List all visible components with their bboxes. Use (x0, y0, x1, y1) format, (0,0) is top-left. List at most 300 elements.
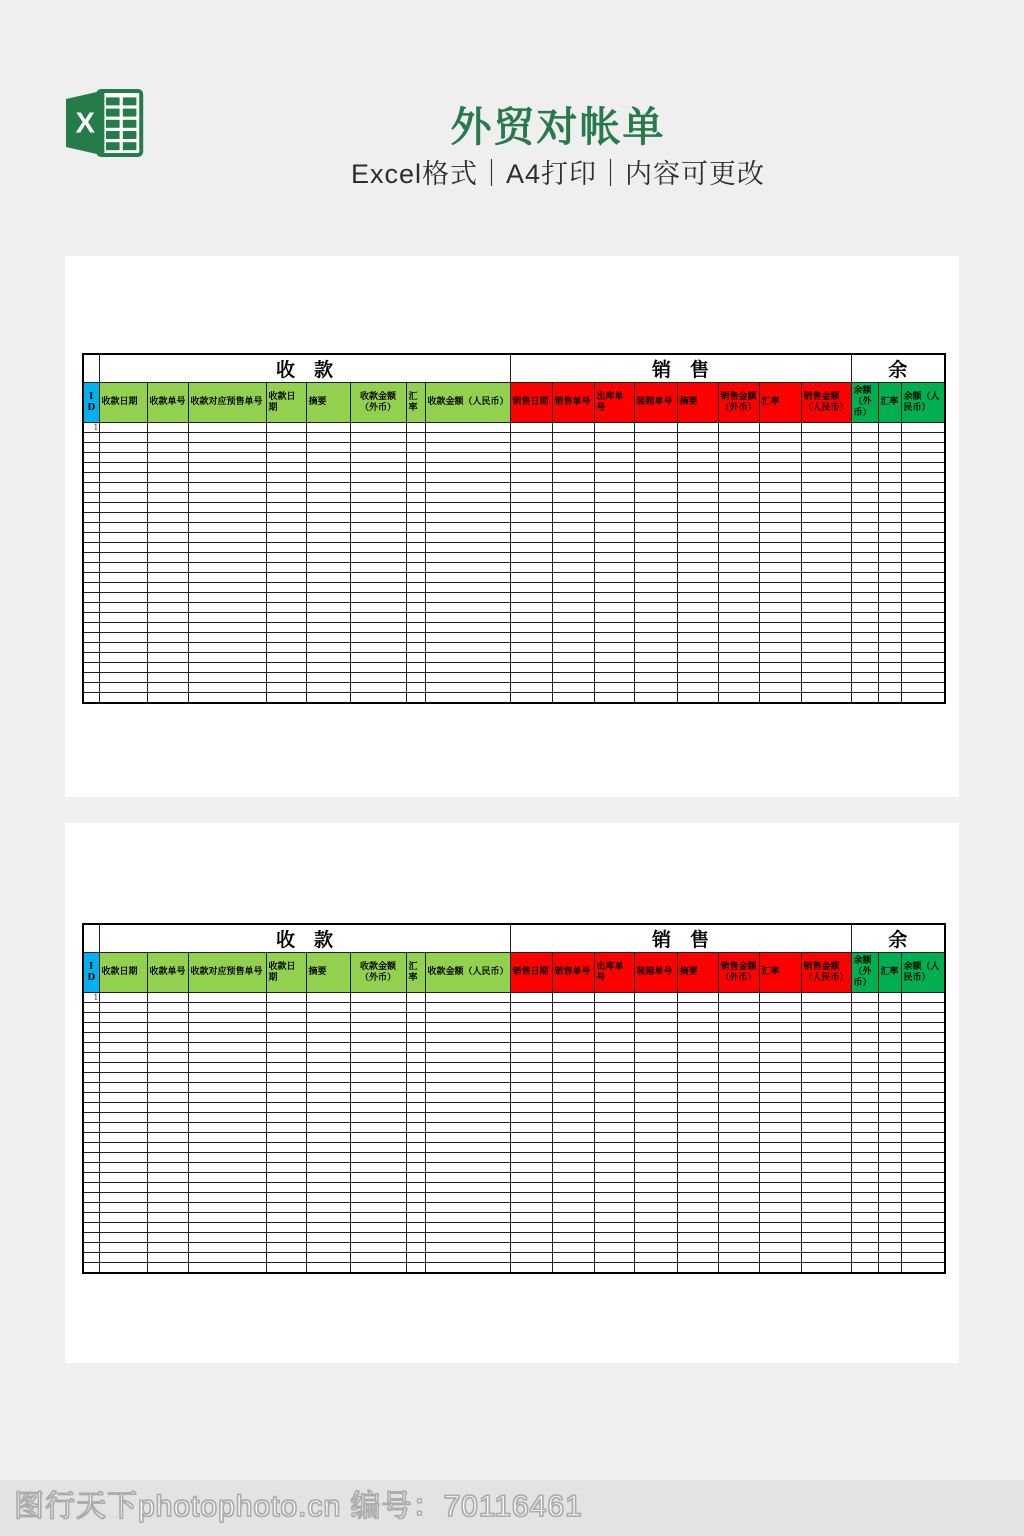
table-cell (510, 453, 552, 463)
table-cell (677, 643, 718, 653)
table-cell (266, 633, 306, 643)
table-cell (901, 683, 945, 693)
table-cell (188, 453, 266, 463)
table-cell (406, 523, 425, 533)
column-header-cell: 装箱单号 (634, 953, 677, 993)
table-row (83, 1093, 945, 1103)
table-cell (188, 1063, 266, 1073)
column-header-cell: 销售单号 (552, 383, 594, 423)
column-header-cell: 摘要 (677, 953, 718, 993)
table-cell (677, 593, 718, 603)
table-cell (718, 1233, 759, 1243)
table-cell (759, 1083, 801, 1093)
table-row (83, 543, 945, 553)
table-cell (718, 583, 759, 593)
table-cell (718, 1103, 759, 1113)
table-cell (510, 443, 552, 453)
table-cell (425, 633, 510, 643)
table-cell (147, 633, 188, 643)
table-cell (406, 593, 425, 603)
table-cell (406, 1053, 425, 1063)
table-cell (594, 1033, 634, 1043)
column-header-cell: 销售金额（外币） (718, 953, 759, 993)
table-cell (718, 1183, 759, 1193)
table-cell (677, 1183, 718, 1193)
table-cell (510, 1023, 552, 1033)
table-cell (406, 993, 425, 1003)
table-cell (266, 593, 306, 603)
table-cell (594, 1203, 634, 1213)
table-cell (677, 683, 718, 693)
table-cell (83, 653, 99, 663)
table-cell (83, 1053, 99, 1063)
table-cell (510, 593, 552, 603)
table-row (83, 633, 945, 643)
table-cell (901, 1233, 945, 1243)
table-cell (851, 1143, 878, 1153)
table-cell (552, 1023, 594, 1033)
table-cell (425, 1133, 510, 1143)
table-cell (510, 583, 552, 593)
column-header-cell: ID (83, 383, 99, 423)
table-cell (266, 623, 306, 633)
table-cell (901, 1013, 945, 1023)
column-header-cell: 销售单号 (552, 953, 594, 993)
table-cell (851, 673, 878, 683)
table-cell (878, 643, 901, 653)
table-cell (350, 493, 406, 503)
table-cell (634, 1233, 677, 1243)
table-cell (425, 1103, 510, 1113)
table-cell (83, 493, 99, 503)
table-cell (406, 463, 425, 473)
table-cell (552, 433, 594, 443)
table-cell (188, 1123, 266, 1133)
table-cell (552, 1093, 594, 1103)
table-cell (634, 463, 677, 473)
table-cell (851, 553, 878, 563)
table-cell (147, 1093, 188, 1103)
table-cell (634, 1043, 677, 1053)
table-cell (634, 1223, 677, 1233)
table-cell (878, 623, 901, 633)
table-cell (510, 533, 552, 543)
table-cell (901, 1263, 945, 1274)
table-cell (677, 533, 718, 543)
table-cell (99, 1263, 147, 1274)
table-cell (718, 503, 759, 513)
table-row (83, 463, 945, 473)
table-cell (83, 1003, 99, 1013)
table-cell (901, 1073, 945, 1083)
table-cell (634, 633, 677, 643)
table-cell (266, 1133, 306, 1143)
table-cell (677, 1043, 718, 1053)
table-cell (188, 533, 266, 543)
table-cell (594, 673, 634, 683)
table-cell (634, 1133, 677, 1143)
table-row (83, 1223, 945, 1233)
table-cell (594, 573, 634, 583)
table-cell (878, 563, 901, 573)
table-cell (759, 443, 801, 453)
table-cell (425, 663, 510, 673)
table-cell (634, 1163, 677, 1173)
table-cell (634, 1123, 677, 1133)
table-cell (759, 1123, 801, 1133)
table-cell (634, 433, 677, 443)
table-cell (99, 1233, 147, 1243)
table-cell (83, 623, 99, 633)
table-cell (99, 1063, 147, 1073)
table-cell (801, 533, 851, 543)
table-cell (759, 453, 801, 463)
table-cell (510, 1043, 552, 1053)
table-cell (99, 1193, 147, 1203)
table-cell (801, 1103, 851, 1113)
table-cell (851, 1123, 878, 1133)
table-cell (306, 1103, 350, 1113)
table-cell (510, 643, 552, 653)
table-cell (801, 553, 851, 563)
table-row (83, 653, 945, 663)
table-cell (801, 1083, 851, 1093)
table-cell (99, 1253, 147, 1263)
table-cell (901, 1203, 945, 1213)
table-cell (83, 513, 99, 523)
table-cell (266, 583, 306, 593)
table-cell (851, 643, 878, 653)
table-cell (83, 673, 99, 683)
table-cell (147, 513, 188, 523)
table-cell (718, 1083, 759, 1093)
table-cell (901, 433, 945, 443)
table-cell (510, 1143, 552, 1153)
table-cell (634, 653, 677, 663)
table-cell (878, 1063, 901, 1073)
table-cell (634, 993, 677, 1003)
table-row (83, 493, 945, 503)
table-cell (83, 523, 99, 533)
table-cell (718, 993, 759, 1003)
table-cell (425, 1243, 510, 1253)
table-cell (83, 483, 99, 493)
table-cell (306, 1253, 350, 1263)
section-header-receipt: 收 款 (99, 354, 510, 383)
table-cell (306, 1053, 350, 1063)
table-cell (425, 1223, 510, 1233)
table-cell (878, 1183, 901, 1193)
table-cell (878, 1163, 901, 1173)
table-cell (266, 643, 306, 653)
reconciliation-table (82, 923, 946, 1274)
table-cell (83, 1023, 99, 1033)
table-cell (147, 1173, 188, 1183)
table-cell (147, 1183, 188, 1193)
table-cell (901, 523, 945, 533)
column-header-cell: 销售金额（人民币） (801, 953, 851, 993)
table-cell (188, 1093, 266, 1103)
table-cell (425, 1183, 510, 1193)
table-cell (759, 463, 801, 473)
table-cell (718, 613, 759, 623)
table-cell (147, 1133, 188, 1143)
table-row (83, 1133, 945, 1143)
table-cell (406, 503, 425, 513)
table-cell (266, 423, 306, 433)
table-cell (878, 1093, 901, 1103)
table-cell (594, 553, 634, 563)
table-cell (634, 1213, 677, 1223)
table-cell (350, 673, 406, 683)
table-cell (99, 1183, 147, 1193)
table-cell (147, 1163, 188, 1173)
table-cell (801, 1093, 851, 1103)
table-cell (901, 673, 945, 683)
table-cell (801, 1183, 851, 1193)
table-cell (350, 513, 406, 523)
table-cell (801, 1243, 851, 1253)
table-cell (188, 623, 266, 633)
table-cell (718, 563, 759, 573)
table-row (83, 1043, 945, 1053)
table-cell (851, 1093, 878, 1103)
table-cell (718, 693, 759, 704)
table-cell (718, 573, 759, 583)
table-cell (878, 613, 901, 623)
table-cell (406, 1143, 425, 1153)
table-cell (851, 1043, 878, 1053)
column-header-cell: 收款对应预售单号 (188, 953, 266, 993)
table-row (83, 513, 945, 523)
table-cell (266, 613, 306, 623)
table-cell (306, 1263, 350, 1274)
table-cell (266, 1123, 306, 1133)
page-title: 外贸对帐单 (450, 104, 666, 150)
table-cell (406, 653, 425, 663)
table-row (83, 1003, 945, 1013)
table-cell (147, 1203, 188, 1213)
table-cell (188, 1263, 266, 1274)
table-cell (306, 1153, 350, 1163)
table-cell (552, 1113, 594, 1123)
table-cell (306, 1123, 350, 1133)
table-cell (901, 453, 945, 463)
table-cell (718, 543, 759, 553)
table-cell (552, 1033, 594, 1043)
table-cell (801, 643, 851, 653)
table-cell (510, 653, 552, 663)
table-cell (83, 1073, 99, 1083)
table-cell (718, 463, 759, 473)
table-cell (718, 453, 759, 463)
table-cell (406, 1073, 425, 1083)
table-cell (677, 543, 718, 553)
table-cell (801, 443, 851, 453)
table-cell (878, 993, 901, 1003)
table-cell (406, 1203, 425, 1213)
column-header-cell: 汇率 (878, 383, 901, 423)
table-cell (350, 1033, 406, 1043)
table-cell (188, 423, 266, 433)
table-cell (350, 633, 406, 643)
table-cell (759, 1023, 801, 1033)
table-cell (801, 593, 851, 603)
table-cell (188, 1013, 266, 1023)
table-cell (147, 443, 188, 453)
table-cell (425, 1203, 510, 1213)
table-cell (266, 1153, 306, 1163)
table-cell (759, 1263, 801, 1274)
table-cell (188, 603, 266, 613)
table-cell (718, 1063, 759, 1073)
table-cell (718, 683, 759, 693)
table-cell (306, 523, 350, 533)
table-cell (350, 503, 406, 513)
table-cell (266, 693, 306, 704)
column-header-cell: 摘要 (677, 383, 718, 423)
table-cell (350, 1233, 406, 1243)
table-cell (147, 1043, 188, 1053)
table-cell (901, 493, 945, 503)
column-header-cell: 收款金额（外币） (350, 383, 406, 423)
table-cell (406, 483, 425, 493)
table-cell (552, 683, 594, 693)
table-cell (406, 673, 425, 683)
table-cell (147, 1033, 188, 1043)
table-cell (677, 473, 718, 483)
table-cell (634, 693, 677, 704)
column-header-cell: 汇率 (759, 953, 801, 993)
table-cell (851, 433, 878, 443)
table-cell (406, 1083, 425, 1093)
table-cell (99, 1213, 147, 1223)
table-cell (851, 493, 878, 503)
table-cell (188, 993, 266, 1003)
table-cell (718, 1023, 759, 1033)
table-cell (878, 1223, 901, 1233)
table-cell (801, 1033, 851, 1043)
table-cell (510, 693, 552, 704)
table-cell (594, 623, 634, 633)
table-cell (266, 1073, 306, 1083)
table-cell (759, 513, 801, 523)
table-cell (306, 1023, 350, 1033)
table-cell (677, 1173, 718, 1183)
table-cell (266, 1163, 306, 1173)
table-cell (552, 1013, 594, 1023)
table-cell (594, 633, 634, 643)
table-cell (510, 553, 552, 563)
table-cell (425, 683, 510, 693)
table-cell (510, 1233, 552, 1243)
table-cell (425, 593, 510, 603)
table-cell (801, 1013, 851, 1023)
table-cell (878, 1243, 901, 1253)
table-cell (425, 643, 510, 653)
table-cell (147, 603, 188, 613)
table-cell (266, 503, 306, 513)
table-cell (510, 1253, 552, 1263)
table-cell (878, 1083, 901, 1093)
column-header-cell: ID (83, 953, 99, 993)
table-cell (425, 433, 510, 443)
table-cell (878, 583, 901, 593)
table-cell (851, 543, 878, 553)
table-cell (901, 1093, 945, 1103)
table-cell (266, 1223, 306, 1233)
table-cell (801, 613, 851, 623)
table-cell (759, 653, 801, 663)
table-cell (188, 1223, 266, 1233)
table-cell (851, 583, 878, 593)
table-cell (99, 993, 147, 1003)
table-cell (878, 1173, 901, 1183)
table-cell (425, 993, 510, 1003)
table-cell (594, 1173, 634, 1183)
table-cell (188, 463, 266, 473)
table-cell (350, 563, 406, 573)
table-cell (677, 443, 718, 453)
table-cell (350, 1183, 406, 1193)
table-cell (266, 653, 306, 663)
table-cell (83, 543, 99, 553)
table-cell (878, 573, 901, 583)
table-row (83, 1173, 945, 1183)
table-cell (406, 1193, 425, 1203)
table-cell (510, 1173, 552, 1183)
table-cell (306, 1043, 350, 1053)
table-cell (83, 683, 99, 693)
table-cell (594, 1043, 634, 1053)
table-cell (83, 1253, 99, 1263)
table-cell (350, 653, 406, 663)
table-cell (552, 463, 594, 473)
table-cell (83, 1033, 99, 1043)
table-cell (634, 1193, 677, 1203)
table-cell (759, 693, 801, 704)
table-cell (878, 433, 901, 443)
table-cell (851, 653, 878, 663)
table-cell (83, 1263, 99, 1274)
table-cell (188, 653, 266, 663)
table-cell (99, 633, 147, 643)
table-cell (677, 663, 718, 673)
table-cell (759, 423, 801, 433)
table-cell (801, 513, 851, 523)
table-cell (147, 573, 188, 583)
table-cell (552, 993, 594, 1003)
table-cell (851, 503, 878, 513)
table-cell (677, 1003, 718, 1013)
table-cell (801, 563, 851, 573)
table-cell (266, 513, 306, 523)
table-cell (552, 573, 594, 583)
table-cell (552, 1103, 594, 1113)
table-cell (552, 1083, 594, 1093)
table-cell (801, 1233, 851, 1243)
table-cell (634, 623, 677, 633)
section-header-balance: 余 (851, 924, 945, 953)
table-cell (552, 1163, 594, 1173)
column-header-cell: 收款金额（人民币） (425, 383, 510, 423)
table-cell (406, 643, 425, 653)
table-cell (350, 1123, 406, 1133)
table-cell (901, 533, 945, 543)
table-cell (801, 693, 851, 704)
table-row (83, 1023, 945, 1033)
table-cell (594, 663, 634, 673)
